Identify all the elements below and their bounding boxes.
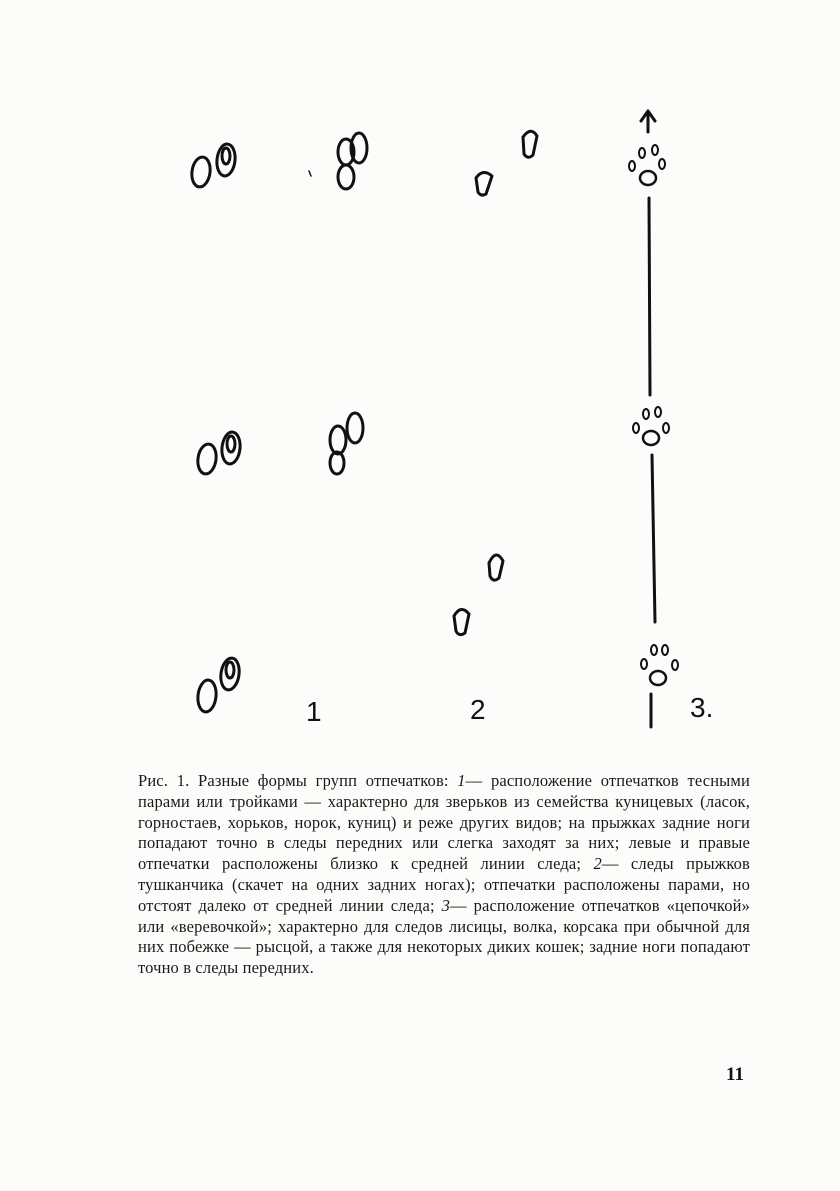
caption-part-1: — расположение отпечатков тесными парами или тройками — характерно для зверьков из семейства куницевых (ласок, горностаев, хорьков, норок, куниц) и реже других видов; на прыжках задние ноги попадают точно в следы передних или слегка заходят за них; левые и правые отпечатки расположены близко к средней линии следа; bbox=[138, 771, 750, 874]
paw-print-icon bbox=[641, 645, 678, 685]
figure-label-1: 1 bbox=[306, 696, 322, 727]
caption-title: Разные формы групп отпечатков: bbox=[198, 771, 449, 790]
figure-caption bbox=[138, 771, 750, 979]
track-group-3 bbox=[629, 111, 678, 727]
figure-label-2: 2 bbox=[470, 694, 486, 725]
track-group-1-middle bbox=[196, 431, 242, 475]
caption-part-2: — следы прыжков тушканчика (скачет на одних задних ногах); отпечатки расположены парами, но отстоят далеко от средней линии следа; bbox=[138, 854, 750, 915]
track-group-1b-middle bbox=[330, 413, 363, 474]
track-group-1b-top bbox=[309, 133, 367, 189]
caption-num-1: 1 bbox=[457, 771, 466, 790]
arrow-up-icon bbox=[641, 111, 655, 132]
caption-num-3: 3 bbox=[441, 895, 451, 915]
caption-part-3: — расположение отпечатков «цепочкой» или «веревочкой»; характерно для следов лисицы, волка, корсака при обычной для них побежке — рысцой, а также для некоторых диких кошек; задние ноги попадают точно в следы передних. bbox=[138, 895, 750, 978]
figure-label-3: 3. bbox=[690, 692, 714, 723]
caption-num-2: 2 bbox=[593, 854, 602, 874]
paw-print-icon bbox=[633, 407, 669, 445]
paw-print-icon bbox=[629, 145, 665, 185]
track-group-1-top bbox=[190, 143, 237, 188]
caption-prefix: Рис. 1. bbox=[138, 771, 190, 790]
track-group-1-bottom bbox=[196, 657, 241, 713]
page-number: 11 bbox=[726, 1064, 744, 1085]
track-group-2 bbox=[454, 131, 537, 634]
